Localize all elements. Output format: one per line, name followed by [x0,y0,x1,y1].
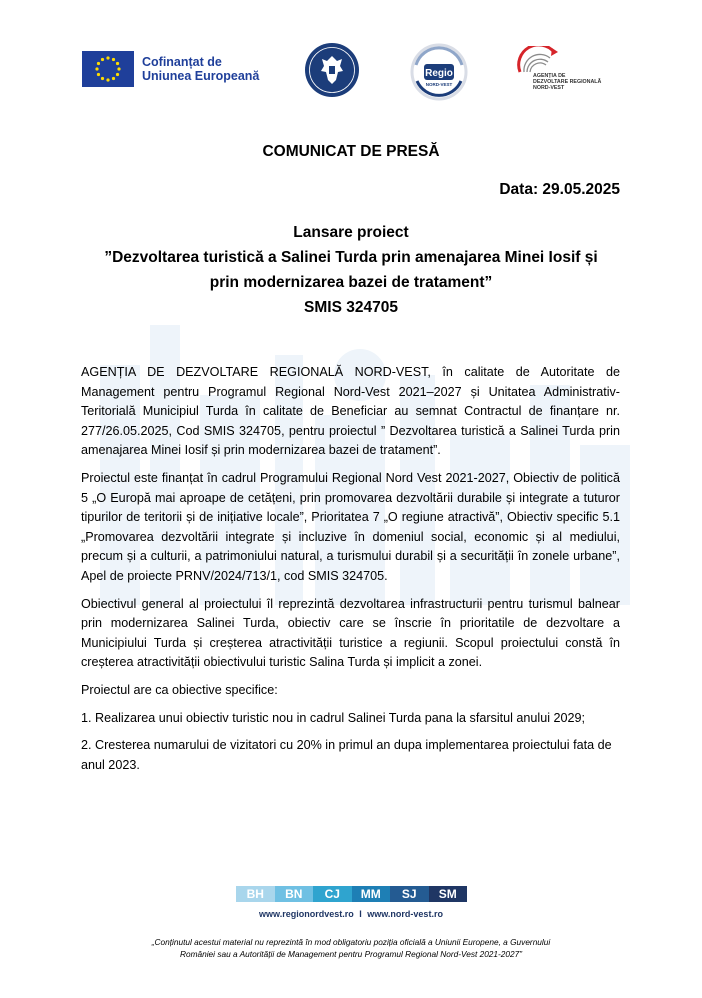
title-line-4: SMIS 324705 [304,299,398,316]
regio-nord-vest-logo [410,43,468,101]
eu-disclaimer [100,936,602,960]
website-link-nord-vest[interactable]: www.nord-vest.ro [367,909,443,919]
county-bn: BN [275,886,314,902]
link-separator: I [359,909,362,919]
paragraph-intro: AGENȚIA DE DEZVOLTARE REGIONALĂ NORD-VEST, în calitate de Autoritate de Management pentru Programul Regional Nord-Vest 2021–2027 și Unitatea Administrativ-Teritorială Municipiul Turda în calitate de Beneficiar au semnat Contractul de finanțare nr. 277/26.05.2025, Cod SMIS 324705, pentru proiectul ” Dezvoltarea turistică a Salinei Turda prin amenajarea Minei Iosif și prin modernizarea bazei de tratament”. [81,365,620,458]
svg-text:NORD-VEST: NORD-VEST [425,82,453,87]
press-release-body [81,363,620,783]
adr-text-line1: AGENȚIA DE [533,73,566,79]
specific-objective-2: 2. Cresterea numarului de vizitatori cu 20% in primul an dupa implementarea proiectului fata de anul 2023. [81,738,612,772]
county-cj: CJ [313,886,352,902]
eu-cofinancing-logo [82,51,259,87]
document-date: Data: 29.05.2025 [499,181,620,198]
document-type-heading: COMUNICAT DE PRESĂ [262,143,440,160]
paragraph-financing: Proiectul este finanțat în cadrul Programului Regional Nord Vest 2021-2027, Obiectiv de politică 5 „O Europă mai aproape de cetățeni, prin promovarea dezvoltării durabile și integrate a tuturor tipurilor de teritorii și de inițiative locale”, Prioritatea 7 „O regiune atractivă”, Obiectiv specific 5.1 „Promovarea dezvoltării integrate și incluzive în domeniul social, economic și al mediului, precum și a culturii, a patrimoniului natural, a turismului durabil și a securității în zonele urbane”, Apel de proiecte PRNV/2024/713/1, cod SMIS 324705. [81,470,620,583]
paragraph-specific-objectives-intro: Proiectul are ca obiective specifice: [81,682,278,697]
romanian-government-seal-icon [304,42,360,98]
website-link-regionordvest[interactable]: www.regionordvest.ro [259,909,354,919]
eu-logo-text-line1: Cofinanțat de [142,55,222,69]
county-sm: SM [429,886,468,902]
county-bh: BH [236,886,275,902]
disclaimer-line-2: României sau a Autorității de Management pentru Programul Regional Nord-Vest 2021-2027” [179,949,523,959]
svg-text:Regio: Regio [425,68,453,79]
paragraph-general-objective: Obiectivul general al proiectului îl reprezintă dezvoltarea infrastructurii pentru turismul balnear prin modernizarea Salinei Turda, obiectiv care se înscrie în prioritatile de dezvoltare a Municipiului Turda și creșterea atractivității turistice a regiunii. Scopul proiectului constă în creșterea atractivității obiectivului turistic Salina Turda și implicit a zonei. [81,596,620,670]
county-color-bar [236,886,467,902]
footer-links [0,909,702,919]
specific-objective-1: 1. Realizarea unui obiectiv turistic nou in cadrul Salinei Turda pana la sfarsitul anului 2029; [81,710,586,725]
eu-logo-text-line2: Uniunea Europeană [142,69,260,83]
title-line-2: ”Dezvoltarea turistică a Salinei Turda prin amenajarea Minei Iosif și [104,249,598,266]
county-sj: SJ [390,886,429,902]
press-release-title [60,220,642,320]
title-line-3: prin modernizarea bazei de tratament” [209,274,493,291]
eu-flag-icon [82,51,134,87]
disclaimer-line-1: „Conținutul acestui material nu reprezintă în mod obligatoriu poziția oficială a Uniunii Europene, a Guvernului [151,937,551,947]
adr-text-line2: DEZVOLTARE REGIONALĂ [533,79,602,86]
adr-text-line3: NORD-VEST [533,85,565,92]
adr-nord-vest-logo [514,46,602,92]
title-line-1: Lansare proiect [293,224,409,241]
county-mm: MM [352,886,391,902]
